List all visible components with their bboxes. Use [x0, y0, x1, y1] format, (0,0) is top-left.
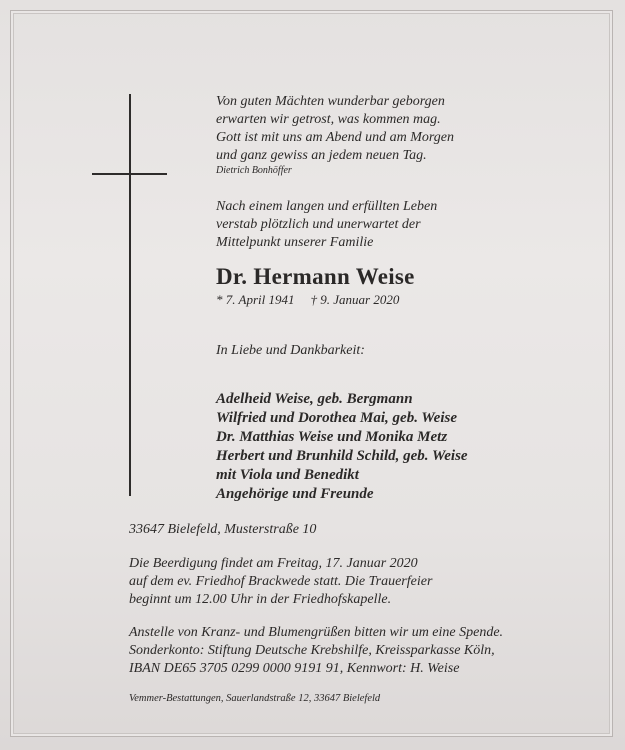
life-dates: [216, 292, 399, 308]
intro-line: verstab plötzlich und unerwartet der: [216, 217, 421, 232]
intro-line: Nach einem langen und erfüllten Leben: [216, 199, 438, 214]
poem-line: Gott ist mit uns am Abend und am Morgen: [216, 130, 454, 145]
deceased-name: Dr. Hermann Weise: [216, 264, 415, 289]
mourner-line: Dr. Matthias Weise und Monika Metz: [216, 429, 448, 445]
mourner-line: Angehörige und Freunde: [216, 486, 374, 502]
donation-line: Sonderkonto: Stiftung Deutsche Krebshilfe, Kreissparkasse Köln,: [129, 643, 495, 658]
undertaker-info: Vemmer-Bestattungen, Sauerlandstraße 12, 33647 Bielefeld: [129, 693, 381, 704]
birth-date: * 7. April 1941: [216, 292, 295, 307]
poem-line: Von guten Mächten wunderbar geborgen: [216, 94, 445, 109]
poem-author: Dietrich Bonhöffer: [216, 165, 292, 176]
donation-line: Anstelle von Kranz- und Blumengrüßen bitten wir um eine Spende.: [129, 625, 504, 640]
intro-text: [216, 198, 437, 252]
death-date: † 9. Januar 2020: [310, 292, 400, 307]
thanks-line: In Liebe und Dankbarkeit:: [216, 343, 365, 358]
cross-icon-horizontal-beam: [92, 173, 167, 175]
funeral-line: beginnt um 12.00 Uhr in der Friedhofskapelle.: [129, 592, 392, 607]
mourner-line: Wilfried und Dorothea Mai, geb. Weise: [216, 410, 457, 426]
poem-line: und ganz gewiss an jedem neuen Tag.: [216, 148, 427, 163]
funeral-details: [129, 555, 432, 609]
mourner-line: Adelheid Weise, geb. Bergmann: [216, 391, 413, 407]
poem-line: erwarten wir getrost, was kommen mag.: [216, 112, 441, 127]
poem-quote: [216, 93, 454, 165]
cross-icon-vertical-beam: [129, 94, 131, 496]
mourner-line: mit Viola und Benedikt: [216, 467, 359, 483]
mourners-list: [216, 390, 468, 504]
donation-details: [129, 624, 503, 678]
funeral-line: auf dem ev. Friedhof Brackwede statt. Die Trauerfeier: [129, 574, 433, 589]
funeral-line: Die Beerdigung findet am Freitag, 17. Januar 2020: [129, 556, 418, 571]
intro-line: Mittelpunkt unserer Familie: [216, 235, 374, 250]
family-address: 33647 Bielefeld, Musterstraße 10: [129, 522, 317, 537]
mourner-line: Herbert und Brunhild Schild, geb. Weise: [216, 448, 468, 464]
donation-line: IBAN DE65 3705 0299 0000 9191 91, Kennwort: H. Weise: [129, 661, 460, 676]
